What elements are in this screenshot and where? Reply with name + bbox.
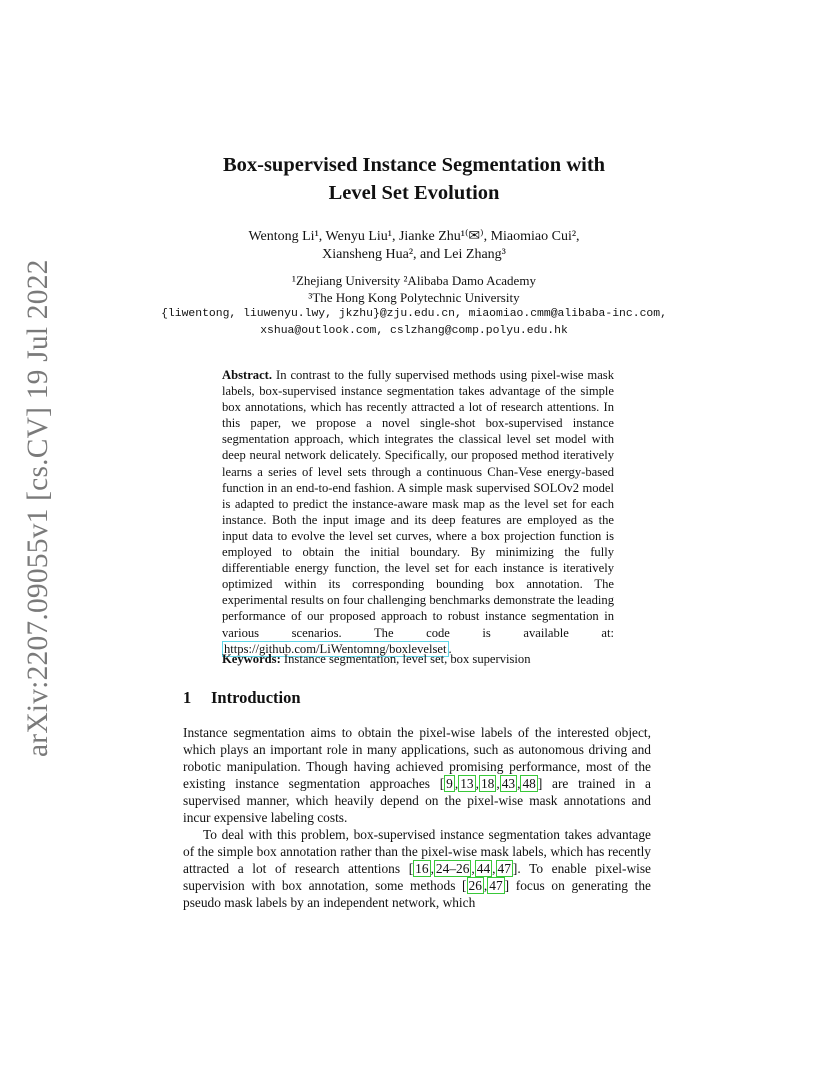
abstract-end: . bbox=[448, 641, 452, 656]
intro-paragraph-1: Instance segmentation aims to obtain the pixel-wise labels of the interested object, which plays an important role in many applications, such as autonomous driving and robotic manipulation. Though having achieved promising performance, most of the existing instance segmentation approaches [ 9 , 13 , 18 , 43 , 48 ] are trained in a supervised manner, which heavily depend on the pixel-wise mask annotations and incur expensive labeling costs. bbox=[183, 725, 651, 825]
abstract-label: Abstract. bbox=[222, 368, 273, 382]
section-heading bbox=[183, 688, 301, 708]
citation-link[interactable]: 47 bbox=[497, 861, 511, 876]
arxiv-identifier-stamp: arXiv:2207.09055v1 [cs.CV] 19 Jul 2022 bbox=[22, 259, 54, 757]
author-list bbox=[0, 228, 828, 264]
intro-p2-text-c: ] focus on generating the pseudo mask labels by an independent network, which bbox=[183, 878, 651, 910]
title-line-1: Box-supervised Instance Segmentation with bbox=[222, 154, 606, 176]
section-number: 1 bbox=[183, 688, 192, 707]
abstract bbox=[222, 367, 614, 657]
code-url-link[interactable]: https://github.com/LiWentomng/boxlevelset bbox=[224, 641, 447, 656]
citation-link[interactable]: 18 bbox=[480, 776, 495, 791]
intro-paragraph-2: To deal with this problem, box-supervised instance segmentation takes advantage of the simple box annotation rather than the pixel-wise mask labels, which has recently attracted a lot of research attentions [ 16 , 24–26 , 44 , 47 ]. To enable pixel-wise supervision with box annotation, some methods [ 26 , 47 ] focus on generating the pseudo mask labels by an independent network, which bbox=[183, 827, 651, 910]
email-line-2: xshua@outlook.com, cslzhang@comp.polyu.edu.hk bbox=[260, 324, 568, 337]
paper-title bbox=[0, 151, 828, 207]
affiliation-line-2: ³The Hong Kong Polytechnic University bbox=[308, 289, 520, 305]
citation-link[interactable]: 43 bbox=[501, 776, 516, 791]
citation-link[interactable]: 26 bbox=[468, 878, 482, 893]
citation-link[interactable]: 13 bbox=[460, 776, 474, 791]
section-title: Introduction bbox=[211, 688, 301, 707]
intro-p2-text-a: To deal with this problem, box-supervised instance segmentation takes advantage of the simple box annotation rather than the pixel-wise mask labels, which has recently attracted a lot of research attentions [ bbox=[183, 827, 651, 876]
keywords bbox=[222, 651, 642, 667]
citation-link[interactable]: 44 bbox=[476, 861, 491, 876]
abstract-text: In contrast to the fully supervised methods using pixel-wise mask labels, box-supervised instance segmentation takes advantage of the simple box annotations, which has recently attracted a lot of research attentions. In this paper, we propose a novel single-shot box-supervised instance segmentation approach, which integrates the classical level set model with deep neural network delicately. Specifically, our proposed method iteratively learns a series of level sets through a continuous Chan-Vese energy-based function in an end-to-end fashion. A simple mask supervised SOLOv2 model is adapted to predict the instance-aware mask map as the level set for each instance. Both the input image and its deep features are employed as the input data to evolve the level set curves, where a box projection function is employed to obtain the initial boundary. By minimizing the fully differentiable energy function, the level set for each instance is iteratively optimized within its corresponding bounding box annotation. The experimental results on four challenging benchmarks demonstrate the leading performance of our proposed approach to robust instance segmentation in various scenarios. The code is available at: bbox=[222, 368, 614, 640]
introduction-body bbox=[183, 724, 651, 911]
affiliation-line-1: ¹Zhejiang University ²Alibaba Damo Academy bbox=[292, 273, 536, 288]
keywords-text: Instance segmentation, level set, box supervision bbox=[283, 652, 531, 666]
citation-link[interactable]: 47 bbox=[489, 878, 503, 893]
citation-link[interactable]: 9 bbox=[446, 776, 453, 791]
keywords-label: Keywords: bbox=[222, 652, 281, 666]
citation-link[interactable]: 24–26 bbox=[435, 861, 470, 876]
title-line-2: Level Set Evolution bbox=[328, 182, 500, 204]
citation-link[interactable]: 48 bbox=[522, 776, 536, 791]
intro-p2-text-b: ]. To enable pixel-wise supervision with box annotation, some methods [ bbox=[183, 861, 651, 893]
authors-line-2: Xiansheng Hua², and Lei Zhang³ bbox=[322, 247, 506, 262]
affiliations bbox=[0, 273, 828, 339]
intro-p1-text-a: Instance segmentation aims to obtain the pixel-wise labels of the interested object, which plays an important role in many applications, such as autonomous driving and robotic manipulation. Though having achieved promising performance, most of the existing instance segmentation approaches [ bbox=[183, 725, 651, 791]
intro-p1-text-b: ] are trained in a supervised manner, which heavily depend on the pixel-wise mask annotations and incur expensive labeling costs. bbox=[183, 776, 651, 825]
authors-line-1: Wentong Li¹, Wenyu Liu¹, Jianke Zhu¹⁽✉⁾, Miaomiao Cui², bbox=[248, 229, 580, 244]
email-line-1: {liwentong, liuwenyu.lwy, jkzhu}@zju.edu.cn, miaomiao.cmm@alibaba-inc.com, bbox=[161, 308, 667, 320]
citation-link[interactable]: 16 bbox=[415, 861, 429, 876]
